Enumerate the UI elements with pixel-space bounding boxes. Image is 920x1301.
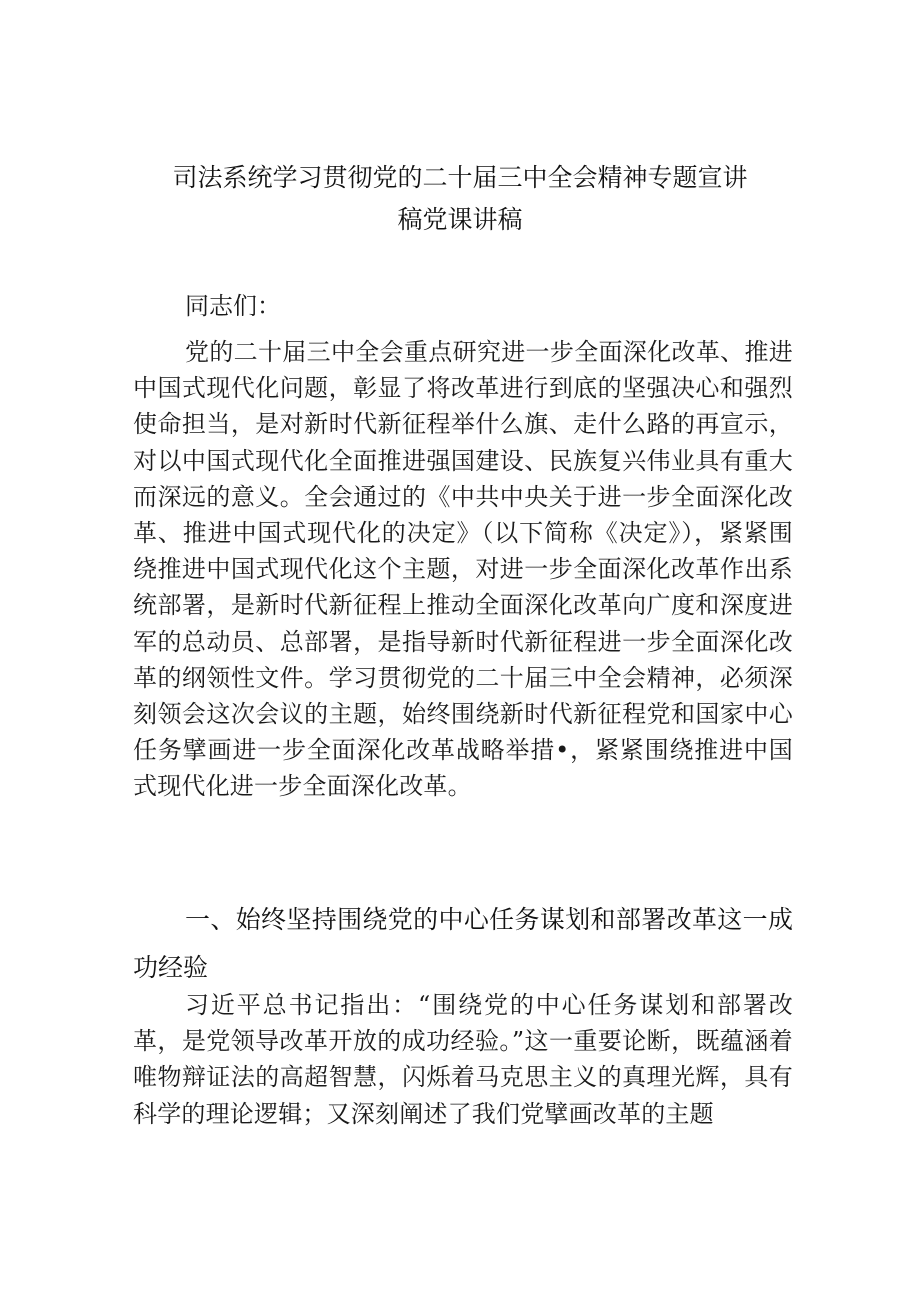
section-heading-1: 一、始终坚持围绕党的中心任务谋划和部署改革这一成功经验 <box>133 905 793 982</box>
document-title-line-1: 司法系统学习贯彻党的二十届三中全会精神专题宣讲 <box>172 163 748 192</box>
document-title-line-2: 稿党课讲稿 <box>397 205 523 234</box>
body-paragraph-2: 习近平总书记指出：“围绕党的中心任务谋划和部署改革，是党领导改革开放的成功经验。”这一重要论断，既蕴涵着唯物辩证法的高超智慧，闪烁着马克思主义的真理光辉，具有科学的理论逻辑；又深刻阐述了我们党擘画改革的主题 <box>133 991 793 1128</box>
body-paragraph-1: 党的二十届三中全会重点研究进一步全面深化改革、推进中国式现代化问题，彰显了将改革进行到底的坚强决心和强烈使命担当，是对新时代新征程举什么旗、走什么路的再宣示，对以中国式现代化全面推进强国建设、民族复兴伟业具有重大而深远的意义。全会通过的《中共中央关于进一步全面深化改革、推进中国式现代化的决定》（以下简称《决定》），紧紧围绕推进中国式现代化这个主题，对进一步全面深化改革作出系统部署，是新时代新征程上推动全面深化改革向广度和深度进军的总动员、总部署，是指导新时代新征程进一步全面深化改革的纲领性文件。学习贯彻党的二十届三中全会精神，必须深刻领会这次会议的主题，始终围绕新时代新征程党和国家中心任务擘画进一步全面深化改革战略举措•，紧紧围绕推进中国式现代化进一步全面深化改革。 <box>133 338 793 801</box>
salutation: 同志们： <box>185 292 281 320</box>
